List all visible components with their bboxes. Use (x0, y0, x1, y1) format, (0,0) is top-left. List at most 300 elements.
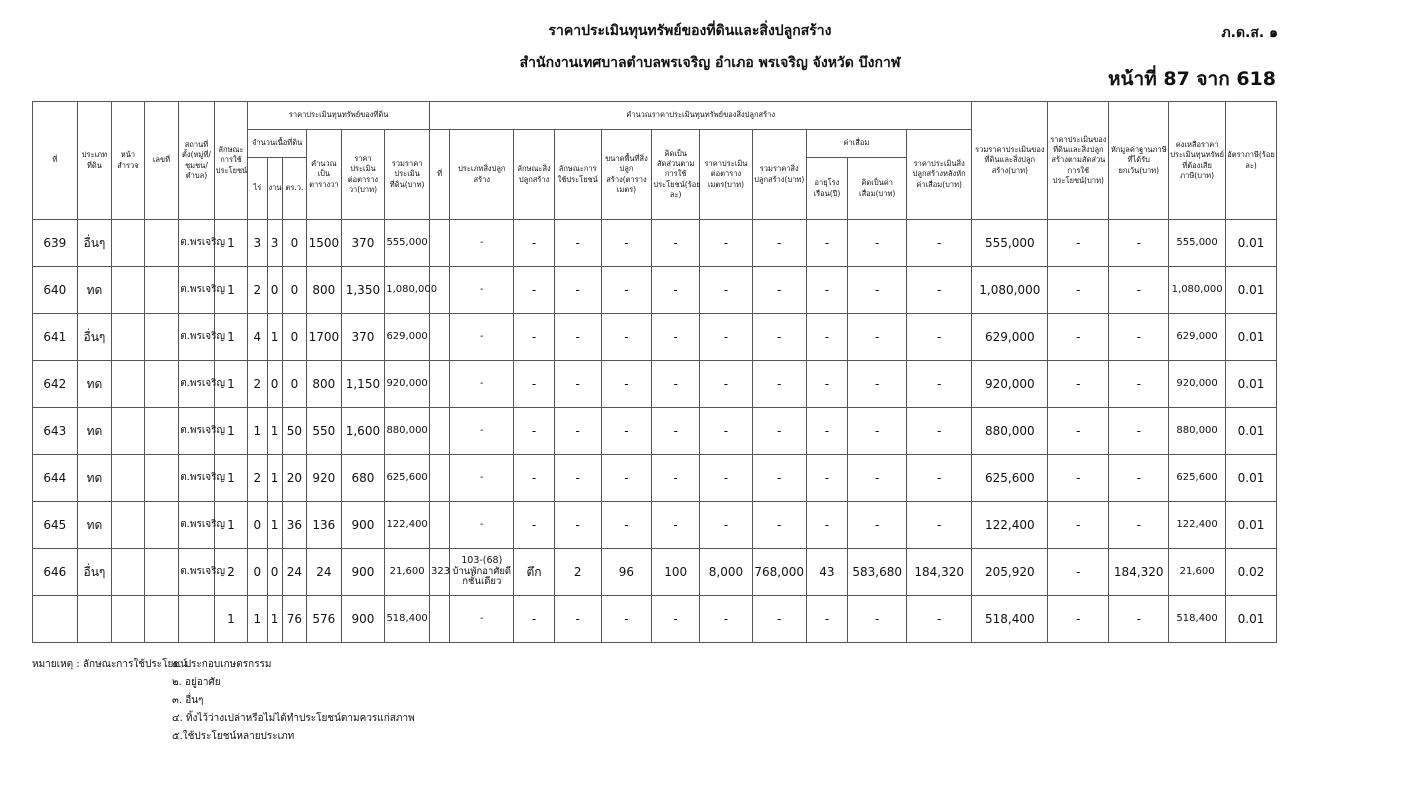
cell-tax-rate: 0.01 (1226, 455, 1277, 502)
cell-b-price: - (700, 314, 753, 361)
cell-rai: 4 (248, 314, 267, 361)
cell-dep: - (848, 314, 907, 361)
cell-b-usage: - (554, 596, 601, 643)
cell-rai: 3 (248, 220, 267, 267)
cell-after-dep: - (907, 361, 972, 408)
cell-tax-rate: 0.01 (1226, 314, 1277, 361)
form-code: ภ.ด.ส. ๑ (1221, 25, 1278, 41)
cell-b-ratio: - (652, 408, 700, 455)
cell-land-type: ทด (77, 455, 112, 502)
cell-sqwa: 576 (307, 596, 342, 643)
cell-b-usage: 2 (554, 549, 601, 596)
header-group-depreciation: ค่าเสื่อม (806, 130, 907, 158)
cell-rai: 0 (248, 502, 267, 549)
cell-b-usage: - (554, 361, 601, 408)
cell-number (144, 502, 179, 549)
cell-location: ต.พรเจริญ (179, 502, 215, 549)
cell-b-area: - (601, 220, 652, 267)
cell-total-value: 920,000 (972, 361, 1048, 408)
cell-b-ratio: - (652, 220, 700, 267)
cell-age: 43 (806, 549, 848, 596)
cell-b-type: - (450, 408, 514, 455)
cell-exemption: - (1109, 361, 1169, 408)
header-group-building: คำนวณราคาประเมินทุนทรัพย์ของสิ่งปลูกสร้าง (430, 102, 972, 130)
cell-age: - (806, 502, 848, 549)
cell-number (144, 408, 179, 455)
cell-usage: 2 (214, 549, 248, 596)
cell-taxable: 21,600 (1169, 549, 1226, 596)
cell-total-value: 880,000 (972, 408, 1048, 455)
cell-wa: 0 (282, 220, 306, 267)
cell-land-value: 880,000 (385, 408, 430, 455)
cell-age: - (806, 220, 848, 267)
header-exemption: หักมูลค่าฐานภาษีที่ได้รับยกเว้น(บาท) (1109, 102, 1169, 220)
cell-total-value: 629,000 (972, 314, 1048, 361)
notes-section (32, 656, 415, 746)
cell-land-type: ทด (77, 408, 112, 455)
cell-b-ratio: - (652, 455, 700, 502)
header-land-type: ประเภทที่ดิน (77, 102, 112, 220)
cell-wa: 0 (282, 361, 306, 408)
cell-sqwa: 920 (307, 455, 342, 502)
cell-ratio-value: - (1048, 502, 1109, 549)
header-sqwa-total: คำนวณเป็นตารางวา (307, 130, 342, 220)
cell-b-usage: - (554, 314, 601, 361)
table-row (33, 267, 1277, 314)
note-item: ๒. อยู่อาศัย (172, 677, 221, 688)
cell-exemption: 184,320 (1109, 549, 1169, 596)
cell-wa: 50 (282, 408, 306, 455)
header-group-land: ราคาประเมินทุนทรัพย์ของที่ดิน (248, 102, 430, 130)
header-no: ที่ (33, 102, 78, 220)
cell-land-value: 1,080,000 (385, 267, 430, 314)
page-indicator: หน้าที่ 87 จาก 618 (1108, 68, 1276, 90)
cell-no: 643 (33, 408, 78, 455)
cell-b-kind: - (514, 408, 555, 455)
cell-ngan: 1 (267, 314, 282, 361)
cell-exemption: - (1109, 314, 1169, 361)
cell-ngan: 0 (267, 549, 282, 596)
header-building-price: ราคาประเมินต่อตารางเมตร(บาท) (700, 130, 753, 220)
cell-total-value: 555,000 (972, 220, 1048, 267)
header-building-usage: ลักษณะการใช้ประโยชน์ (554, 130, 601, 220)
cell-total-value: 1,080,000 (972, 267, 1048, 314)
cell-survey-page (112, 502, 144, 549)
cell-b-type: - (450, 314, 514, 361)
cell-land-type: ทด (77, 502, 112, 549)
cell-taxable: 518,400 (1169, 596, 1226, 643)
cell-no: 641 (33, 314, 78, 361)
cell-b-no: 323 (430, 549, 450, 596)
cell-sqwa: 550 (307, 408, 342, 455)
cell-survey-page (112, 455, 144, 502)
header-taxable: คงเหลือราคาประเมินทุนทรัพย์ที่ต้องเสียภาษี(บาท) (1169, 102, 1226, 220)
cell-exemption: - (1109, 455, 1169, 502)
cell-sqwa: 1500 (307, 220, 342, 267)
cell-b-price: - (700, 596, 753, 643)
header-building-no: ที่ (430, 130, 450, 220)
cell-location: ต.พรเจริญ (179, 267, 215, 314)
cell-dep: - (848, 408, 907, 455)
cell-rai: 2 (248, 267, 267, 314)
cell-b-area: - (601, 361, 652, 408)
cell-price-wa: 1,350 (341, 267, 385, 314)
cell-tax-rate: 0.01 (1226, 408, 1277, 455)
cell-b-kind: - (514, 220, 555, 267)
header-total-value: รวมราคาประเมินของที่ดินและสิ่งปลูกสร้าง(บาท) (972, 102, 1048, 220)
cell-tax-rate: 0.01 (1226, 596, 1277, 643)
cell-price-wa: 680 (341, 455, 385, 502)
cell-survey-page (112, 408, 144, 455)
cell-wa: 76 (282, 596, 306, 643)
cell-location: ต.พรเจริญ (179, 455, 215, 502)
cell-number (144, 314, 179, 361)
cell-location: ต.พรเจริญ (179, 361, 215, 408)
header-land-value: รวมราคาประเมินที่ดิน(บาท) (385, 130, 430, 220)
header-price-per-wa: ราคาประเมินต่อตารางวา(บาท) (341, 130, 385, 220)
cell-tax-rate: 0.01 (1226, 267, 1277, 314)
table-row (33, 596, 1277, 643)
cell-ratio-value: - (1048, 361, 1109, 408)
cell-wa: 20 (282, 455, 306, 502)
cell-usage: 1 (214, 267, 248, 314)
cell-after-dep: - (907, 220, 972, 267)
cell-taxable: 555,000 (1169, 220, 1226, 267)
cell-b-ratio: - (652, 361, 700, 408)
cell-b-type: - (450, 502, 514, 549)
table-row (33, 502, 1277, 549)
cell-rai: 2 (248, 455, 267, 502)
cell-usage: 1 (214, 220, 248, 267)
cell-b-area: - (601, 267, 652, 314)
cell-b-no (430, 314, 450, 361)
cell-b-usage: - (554, 455, 601, 502)
cell-dep: - (848, 502, 907, 549)
cell-b-total: - (752, 267, 806, 314)
cell-land-type: อื่นๆ (77, 314, 112, 361)
cell-b-kind: - (514, 314, 555, 361)
cell-land-type: อื่นๆ (77, 220, 112, 267)
cell-b-ratio: - (652, 314, 700, 361)
cell-after-dep: - (907, 267, 972, 314)
note-item: ๔. ทิ้งไว้ว่างเปล่าหรือไม่ได้ทำประโยชน์ตามควรแก่สภาพ (172, 713, 415, 724)
header-ratio-value: ราคาประเมินของที่ดินและสิ่งปลูกสร้างตามสัดส่วนการใช้ประโยชน์(บาท) (1048, 102, 1109, 220)
cell-location: ต.พรเจริญ (179, 220, 215, 267)
header-number: เลขที่ (144, 102, 179, 220)
cell-survey-page (112, 267, 144, 314)
cell-b-total: - (752, 408, 806, 455)
header-wa: ตร.ว. (282, 158, 306, 220)
cell-land-value: 629,000 (385, 314, 430, 361)
note-item: ๑. ประกอบเกษตรกรรม (172, 659, 272, 670)
cell-tax-rate: 0.02 (1226, 549, 1277, 596)
cell-b-kind: - (514, 361, 555, 408)
cell-dep: - (848, 455, 907, 502)
cell-ngan: 1 (267, 502, 282, 549)
cell-taxable: 880,000 (1169, 408, 1226, 455)
cell-b-area: - (601, 314, 652, 361)
cell-ratio-value: - (1048, 220, 1109, 267)
cell-no: 646 (33, 549, 78, 596)
cell-age: - (806, 361, 848, 408)
cell-no: 642 (33, 361, 78, 408)
header-after-depreciation: ราคาประเมินสิ่งปลูกสร้างหลังหักค่าเสื่อม(บาท) (907, 130, 972, 220)
cell-age: - (806, 267, 848, 314)
cell-b-total: 768,000 (752, 549, 806, 596)
cell-b-total: - (752, 596, 806, 643)
cell-tax-rate: 0.01 (1226, 220, 1277, 267)
cell-land-type (77, 596, 112, 643)
cell-survey-page (112, 314, 144, 361)
header-building-area: ขนาดพื้นที่สิ่งปลูกสร้าง(ตารางเมตร) (601, 130, 652, 220)
cell-location: ต.พรเจริญ (179, 408, 215, 455)
cell-number (144, 267, 179, 314)
cell-number (144, 361, 179, 408)
cell-age: - (806, 596, 848, 643)
table-row (33, 314, 1277, 361)
cell-price-wa: 370 (341, 314, 385, 361)
cell-land-value: 518,400 (385, 596, 430, 643)
cell-taxable: 122,400 (1169, 502, 1226, 549)
cell-land-value: 122,400 (385, 502, 430, 549)
office-subtitle: สำนักงานเทศบาลตำบลพรเจริญ อำเภอ พรเจริญ จังหวัด บึงกาฬ (519, 55, 901, 71)
header-ngan: งาน (267, 158, 282, 220)
cell-b-no (430, 596, 450, 643)
cell-wa: 24 (282, 549, 306, 596)
cell-ngan: 0 (267, 267, 282, 314)
cell-number (144, 455, 179, 502)
cell-b-price: - (700, 361, 753, 408)
header-building-total: รวมราคาสิ่งปลูกสร้าง(บาท) (752, 130, 806, 220)
table-body (33, 220, 1277, 643)
cell-b-no (430, 408, 450, 455)
cell-no: 644 (33, 455, 78, 502)
header-building-kind: ลักษณะสิ่งปลูกสร้าง (514, 130, 555, 220)
cell-ngan: 0 (267, 361, 282, 408)
cell-price-wa: 370 (341, 220, 385, 267)
cell-usage: 1 (214, 408, 248, 455)
cell-price-wa: 900 (341, 549, 385, 596)
cell-land-type: ทด (77, 361, 112, 408)
cell-b-ratio: - (652, 267, 700, 314)
cell-ratio-value: - (1048, 455, 1109, 502)
cell-price-wa: 1,150 (341, 361, 385, 408)
cell-sqwa: 800 (307, 267, 342, 314)
cell-total-value: 205,920 (972, 549, 1048, 596)
cell-b-usage: - (554, 267, 601, 314)
notes-label: หมายเหตุ : ลักษณะการใช้ประโยชน์ (32, 659, 187, 670)
assessment-table (32, 101, 1277, 643)
cell-b-usage: - (554, 220, 601, 267)
cell-usage: 1 (214, 502, 248, 549)
cell-taxable: 920,000 (1169, 361, 1226, 408)
cell-rai: 2 (248, 361, 267, 408)
cell-b-area: - (601, 408, 652, 455)
cell-total-value: 518,400 (972, 596, 1048, 643)
cell-b-kind: - (514, 502, 555, 549)
header-tax-rate: อัตราภาษี(ร้อยละ) (1226, 102, 1277, 220)
cell-no: 640 (33, 267, 78, 314)
cell-after-dep: - (907, 502, 972, 549)
cell-b-type: - (450, 455, 514, 502)
cell-ratio-value: - (1048, 267, 1109, 314)
cell-usage: 1 (214, 314, 248, 361)
header-depreciation: คิดเป็นค่าเสื่อม(บาท) (848, 158, 907, 220)
cell-wa: 0 (282, 267, 306, 314)
cell-exemption: - (1109, 267, 1169, 314)
cell-b-usage: - (554, 502, 601, 549)
cell-land-type: ทด (77, 267, 112, 314)
cell-tax-rate: 0.01 (1226, 361, 1277, 408)
note-item: ๕.ใช้ประโยชน์หลายประเภท (172, 731, 295, 742)
cell-b-area: - (601, 502, 652, 549)
cell-exemption: - (1109, 408, 1169, 455)
cell-b-price: - (700, 220, 753, 267)
cell-exemption: - (1109, 502, 1169, 549)
cell-location: ต.พรเจริญ (179, 314, 215, 361)
cell-b-area: - (601, 455, 652, 502)
cell-after-dep: 184,320 (907, 549, 972, 596)
cell-after-dep: - (907, 455, 972, 502)
cell-b-kind: - (514, 267, 555, 314)
cell-ngan: 3 (267, 220, 282, 267)
header-usage: ลักษณะการใช้ประโยชน์ (214, 102, 248, 220)
cell-b-price: 8,000 (700, 549, 753, 596)
cell-after-dep: - (907, 314, 972, 361)
cell-survey-page (112, 596, 144, 643)
cell-survey-page (112, 361, 144, 408)
cell-ratio-value: - (1048, 596, 1109, 643)
cell-land-value: 21,600 (385, 549, 430, 596)
cell-taxable: 629,000 (1169, 314, 1226, 361)
cell-no (33, 596, 78, 643)
cell-b-ratio: - (652, 596, 700, 643)
cell-b-no (430, 361, 450, 408)
cell-exemption: - (1109, 220, 1169, 267)
cell-b-total: - (752, 455, 806, 502)
cell-b-type: - (450, 596, 514, 643)
cell-b-price: - (700, 502, 753, 549)
cell-b-price: - (700, 267, 753, 314)
cell-total-value: 625,600 (972, 455, 1048, 502)
cell-b-type: 103-(68) บ้านพักอาศัยดีกชั้นเดียว (450, 549, 514, 596)
cell-b-area: - (601, 596, 652, 643)
cell-location: ต.พรเจริญ (179, 549, 215, 596)
cell-number (144, 596, 179, 643)
cell-dep: 583,680 (848, 549, 907, 596)
table-row (33, 408, 1277, 455)
cell-b-no (430, 502, 450, 549)
header-group-area: จำนวนเนื้อที่ดิน (248, 130, 307, 158)
cell-rai: 1 (248, 596, 267, 643)
cell-usage: 1 (214, 361, 248, 408)
cell-after-dep: - (907, 596, 972, 643)
cell-b-price: - (700, 455, 753, 502)
cell-number (144, 549, 179, 596)
cell-sqwa: 1700 (307, 314, 342, 361)
cell-wa: 36 (282, 502, 306, 549)
cell-tax-rate: 0.01 (1226, 502, 1277, 549)
cell-ratio-value: - (1048, 314, 1109, 361)
cell-exemption: - (1109, 596, 1169, 643)
cell-b-kind: - (514, 455, 555, 502)
cell-taxable: 1,080,000 (1169, 267, 1226, 314)
cell-b-total: - (752, 361, 806, 408)
cell-ngan: 1 (267, 455, 282, 502)
cell-b-kind: ตึก (514, 549, 555, 596)
cell-age: - (806, 455, 848, 502)
cell-dep: - (848, 267, 907, 314)
table-row (33, 549, 1277, 596)
cell-rai: 0 (248, 549, 267, 596)
cell-b-area: 96 (601, 549, 652, 596)
cell-land-value: 555,000 (385, 220, 430, 267)
cell-land-value: 920,000 (385, 361, 430, 408)
cell-land-value: 625,600 (385, 455, 430, 502)
cell-dep: - (848, 220, 907, 267)
cell-sqwa: 800 (307, 361, 342, 408)
cell-b-no (430, 455, 450, 502)
cell-usage: 1 (214, 596, 248, 643)
cell-ratio-value: - (1048, 408, 1109, 455)
cell-ratio-value: - (1048, 549, 1109, 596)
cell-sqwa: 24 (307, 549, 342, 596)
cell-b-no (430, 220, 450, 267)
cell-b-total: - (752, 314, 806, 361)
table-row (33, 361, 1277, 408)
cell-b-type: - (450, 267, 514, 314)
cell-number (144, 220, 179, 267)
cell-usage: 1 (214, 455, 248, 502)
cell-total-value: 122,400 (972, 502, 1048, 549)
table-row (33, 455, 1277, 502)
cell-survey-page (112, 220, 144, 267)
cell-b-kind: - (514, 596, 555, 643)
cell-price-wa: 900 (341, 596, 385, 643)
note-item: ๓. อื่นๆ (172, 695, 204, 706)
cell-no: 645 (33, 502, 78, 549)
cell-price-wa: 1,600 (341, 408, 385, 455)
cell-b-price: - (700, 408, 753, 455)
cell-dep: - (848, 596, 907, 643)
header-building-type: ประเภทสิ่งปลูกสร้าง (450, 130, 514, 220)
cell-land-type: อื่นๆ (77, 549, 112, 596)
cell-dep: - (848, 361, 907, 408)
cell-taxable: 625,600 (1169, 455, 1226, 502)
cell-b-total: - (752, 502, 806, 549)
cell-b-ratio: 100 (652, 549, 700, 596)
header-rai: ไร่ (248, 158, 267, 220)
cell-rai: 1 (248, 408, 267, 455)
cell-sqwa: 136 (307, 502, 342, 549)
header-location: สถานที่ตั้ง(หมู่ที่/ชุมชน/ตำบล) (179, 102, 215, 220)
cell-age: - (806, 314, 848, 361)
cell-b-type: - (450, 220, 514, 267)
header-age: อายุโรงเรือน(ปี) (806, 158, 848, 220)
cell-no: 639 (33, 220, 78, 267)
header-building-ratio: คิดเป็นสัดส่วนตามการใช้ประโยชน์(ร้อยละ) (652, 130, 700, 220)
cell-b-usage: - (554, 408, 601, 455)
cell-ngan: 1 (267, 596, 282, 643)
cell-age: - (806, 408, 848, 455)
cell-after-dep: - (907, 408, 972, 455)
cell-price-wa: 900 (341, 502, 385, 549)
cell-b-ratio: - (652, 502, 700, 549)
cell-survey-page (112, 549, 144, 596)
header-survey-page: หน้าสำรวจ (112, 102, 144, 220)
table-row (33, 220, 1277, 267)
cell-wa: 0 (282, 314, 306, 361)
